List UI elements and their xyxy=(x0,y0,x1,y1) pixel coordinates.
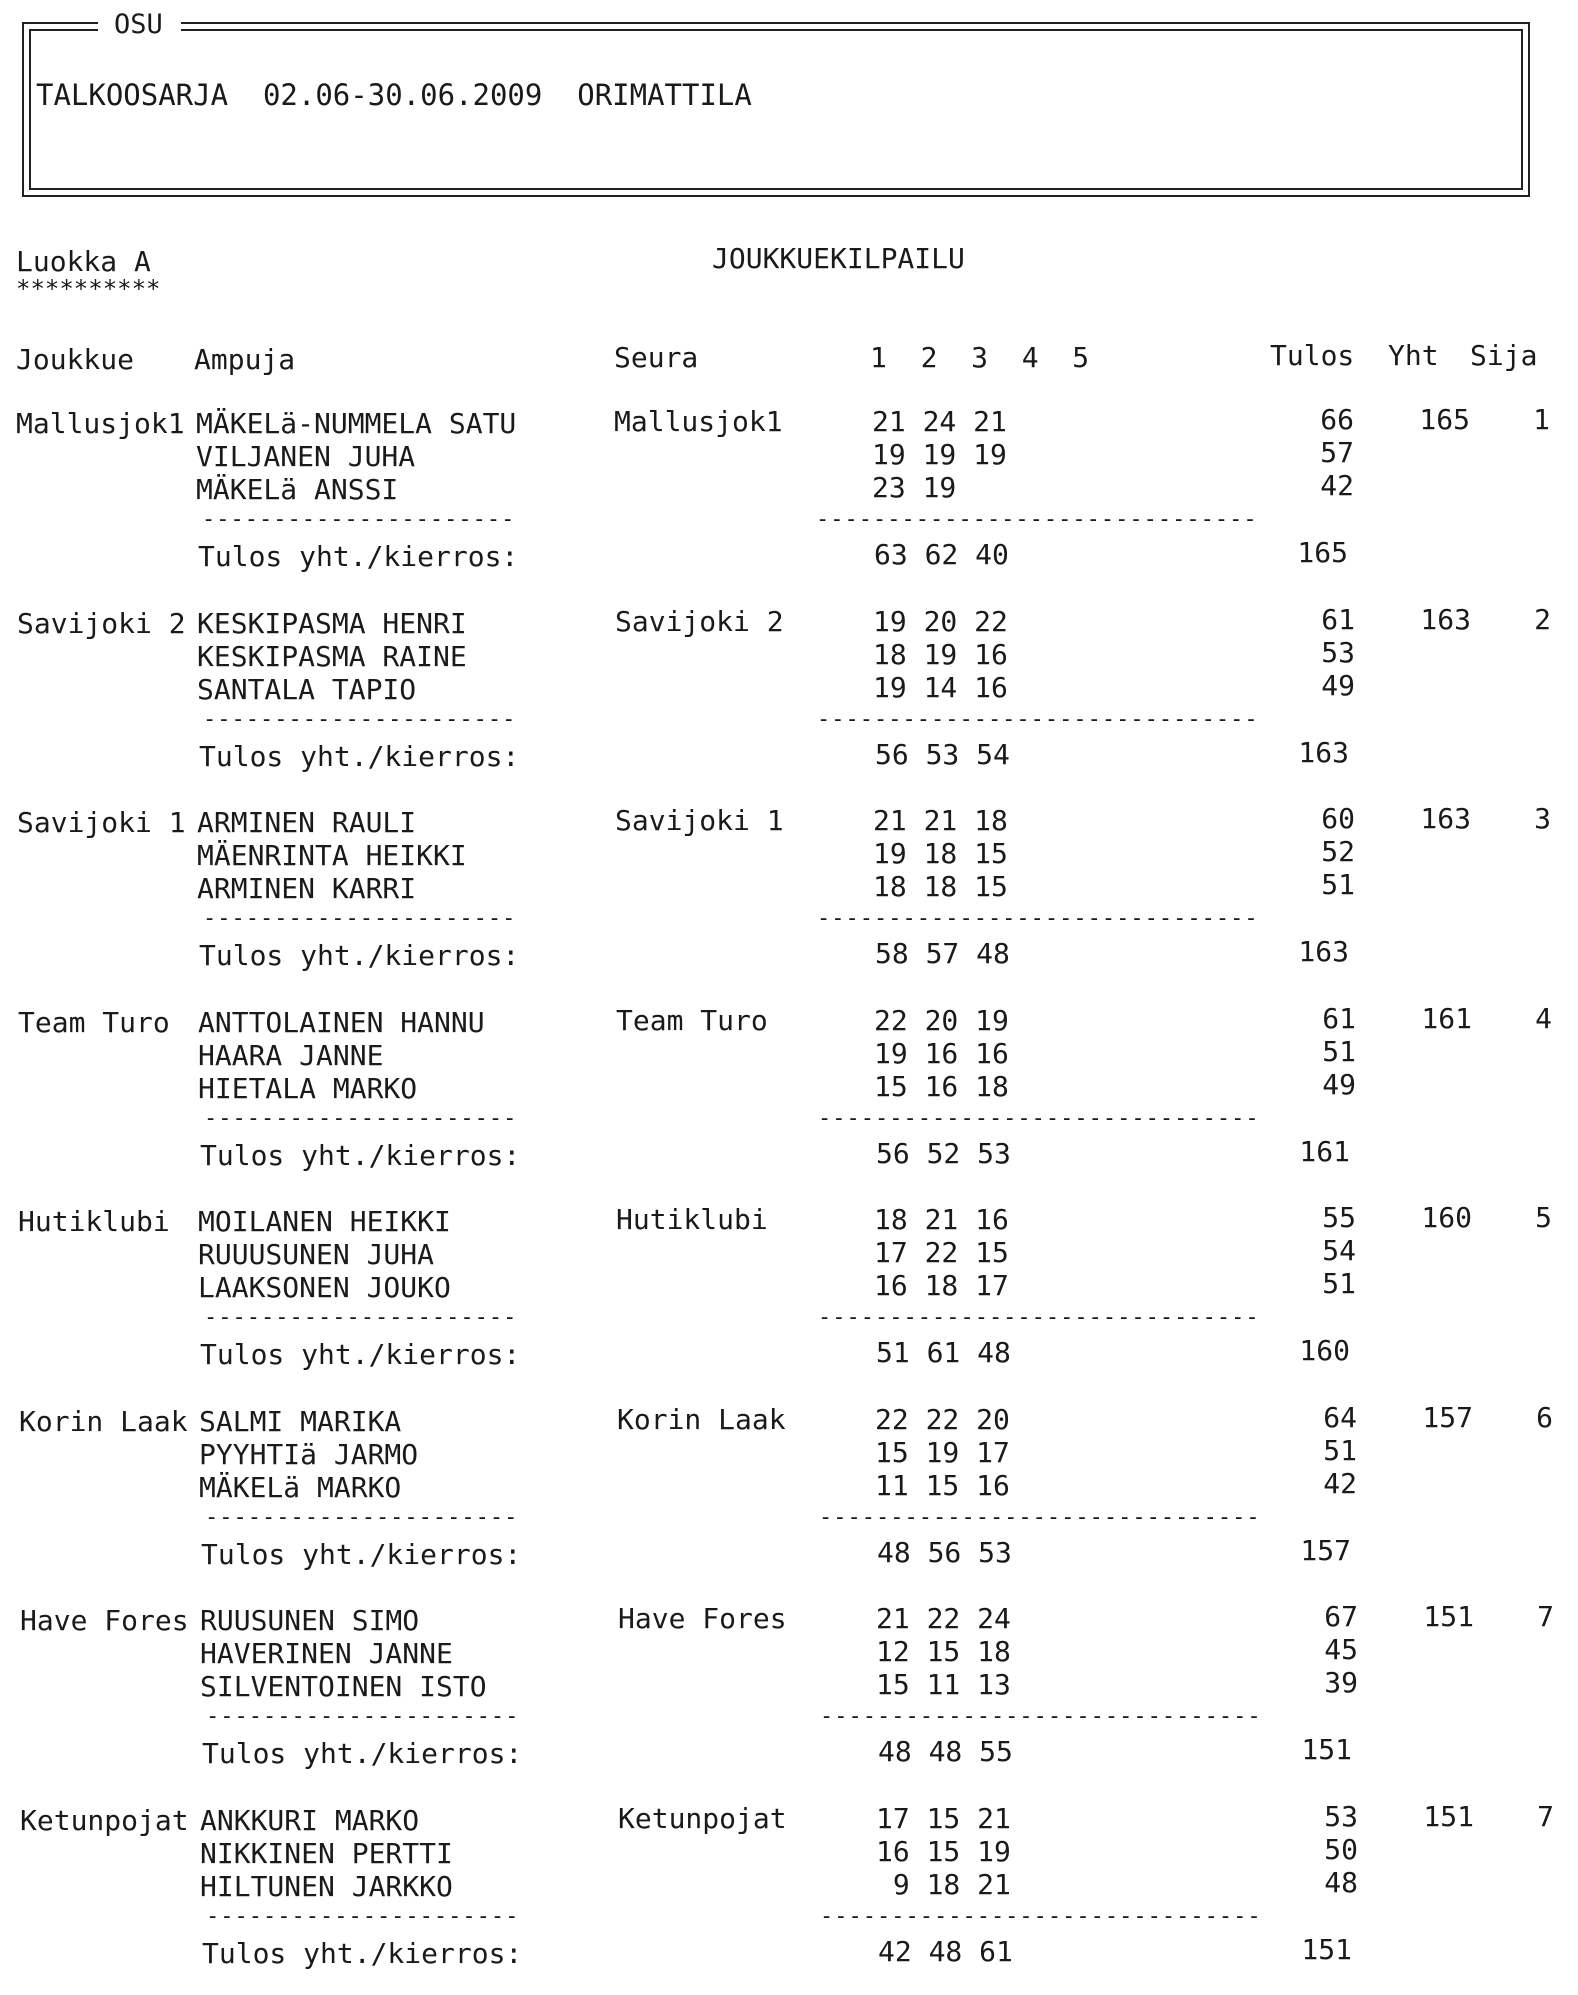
summary-label: Tulos yht./kierros: xyxy=(201,1538,522,1571)
header-label: OSU xyxy=(98,10,181,40)
shooter-scores: 19 20 22 xyxy=(873,605,1008,638)
shooter-scores: 22 22 20 xyxy=(875,1403,1010,1436)
shooter-scores: 15 19 17 xyxy=(875,1436,1010,1469)
round-totals: 56 53 54 xyxy=(875,738,1010,771)
separator-left: ---------------------- xyxy=(204,1305,518,1330)
team-rank: 7 xyxy=(1537,1800,1554,1833)
shooter-result: 42 xyxy=(1320,469,1354,502)
col-header-club: Seura xyxy=(614,341,699,374)
summary-sum: 151 xyxy=(1301,1733,1352,1766)
shooter-name: MÄKELä ANSSI xyxy=(196,473,399,506)
col-header-result: Tulos xyxy=(1270,339,1355,372)
shooter-name: SANTALA TAPIO xyxy=(197,673,417,706)
header-title: TALKOOSARJA 02.06-30.06.2009 ORIMATTILA xyxy=(36,78,752,112)
team-total: 163 xyxy=(1420,603,1471,636)
team-name: Have Fores xyxy=(20,1604,189,1637)
shooter-result: 61 xyxy=(1322,1002,1356,1035)
shooter-scores: 18 21 16 xyxy=(874,1203,1009,1236)
shooter-result: 42 xyxy=(1323,1467,1357,1500)
separator-left: ---------------------- xyxy=(204,1106,518,1131)
summary-label: Tulos yht./kierros: xyxy=(199,939,520,972)
summary-sum: 163 xyxy=(1298,935,1349,968)
shooter-scores: 15 16 18 xyxy=(874,1070,1009,1103)
shooter-name: HAARA JANNE xyxy=(198,1039,384,1072)
team-name: Team Turo xyxy=(18,1006,170,1039)
shooter-scores: 16 15 19 xyxy=(876,1835,1011,1868)
separator-right: ------------------------------- xyxy=(820,1704,1262,1729)
team-name: Savijoki 1 xyxy=(17,806,186,839)
separator-left: ---------------------- xyxy=(203,906,517,931)
shooter-name: LAAKSONEN JOUKO xyxy=(198,1271,451,1304)
separator-left: ---------------------- xyxy=(206,1904,520,1929)
shooter-name: RUUUSUNEN JUHA xyxy=(198,1238,435,1271)
shooter-name: ARMINEN KARRI xyxy=(197,872,417,905)
shooter-name: RUUSUNEN SIMO xyxy=(200,1604,420,1637)
round-totals: 48 56 53 xyxy=(877,1536,1012,1569)
summary-sum: 161 xyxy=(1299,1135,1350,1168)
shooter-result: 57 xyxy=(1320,436,1354,469)
team-club: Hutiklubi xyxy=(616,1203,768,1236)
shooter-name: ANKKURI MARKO xyxy=(200,1804,420,1837)
team-total: 161 xyxy=(1421,1002,1472,1035)
shooter-scores: 19 18 15 xyxy=(873,837,1008,870)
team-club: Have Fores xyxy=(618,1602,787,1635)
team-name: Savijoki 2 xyxy=(17,607,186,640)
round-totals: 63 62 40 xyxy=(874,538,1009,571)
team-rank: 3 xyxy=(1534,802,1551,835)
team-name: Korin Laak xyxy=(19,1405,188,1438)
shooter-scores: 23 19 xyxy=(872,471,957,504)
team-rank: 5 xyxy=(1535,1201,1552,1234)
round-totals: 56 52 53 xyxy=(876,1137,1011,1170)
shooter-result: 64 xyxy=(1323,1401,1357,1434)
shooter-name: SILVENTOINEN ISTO xyxy=(200,1670,487,1703)
shooter-scores: 21 21 18 xyxy=(873,804,1008,837)
shooter-scores: 19 16 16 xyxy=(874,1037,1009,1070)
shooter-scores: 21 22 24 xyxy=(876,1602,1011,1635)
shooter-result: 53 xyxy=(1324,1800,1358,1833)
summary-label: Tulos yht./kierros: xyxy=(198,540,519,573)
team-rank: 4 xyxy=(1535,1002,1552,1035)
shooter-result: 39 xyxy=(1324,1666,1358,1699)
summary-sum: 165 xyxy=(1297,536,1348,569)
separator-left: ---------------------- xyxy=(205,1505,519,1530)
shooter-result: 49 xyxy=(1321,669,1355,702)
shooter-name: KESKIPASMA RAINE xyxy=(197,640,467,673)
shooter-name: ANTTOLAINEN HANNU xyxy=(198,1006,485,1039)
shooter-name: HILTUNEN JARKKO xyxy=(200,1870,453,1903)
team-club: Savijoki 2 xyxy=(615,605,784,638)
shooter-name: HIETALA MARKO xyxy=(198,1072,418,1105)
shooter-result: 54 xyxy=(1322,1234,1356,1267)
summary-label: Tulos yht./kierros: xyxy=(202,1737,523,1770)
col-header-total: Yht xyxy=(1388,339,1439,372)
summary-sum: 160 xyxy=(1299,1334,1350,1367)
shooter-scores: 11 15 16 xyxy=(875,1469,1010,1502)
shooter-result: 50 xyxy=(1324,1833,1358,1866)
shooter-name: NIKKINEN PERTTI xyxy=(200,1837,453,1870)
separator-left: ---------------------- xyxy=(202,507,516,532)
team-total: 151 xyxy=(1423,1800,1474,1833)
shooter-scores: 12 15 18 xyxy=(876,1635,1011,1668)
competition-title: JOUKKUEKILPAILU xyxy=(712,242,965,275)
separator-right: ------------------------------- xyxy=(817,906,1259,931)
shooter-result: 49 xyxy=(1322,1068,1356,1101)
col-header-shooter: Ampuja xyxy=(194,343,296,376)
team-total: 151 xyxy=(1423,1600,1474,1633)
shooter-scores: 17 15 21 xyxy=(876,1802,1011,1835)
shooter-name: HAVERINEN JANNE xyxy=(200,1637,453,1670)
summary-label: Tulos yht./kierros: xyxy=(199,740,520,773)
team-club: Savijoki 1 xyxy=(615,804,784,837)
team-name: Mallusjok1 xyxy=(16,407,185,440)
shooter-scores: 22 20 19 xyxy=(874,1004,1009,1037)
shooter-name: MÄKELä-NUMMELA SATU xyxy=(196,407,517,440)
shooter-result: 51 xyxy=(1322,1035,1356,1068)
team-rank: 2 xyxy=(1534,603,1551,636)
separator-right: ------------------------------- xyxy=(817,707,1259,732)
shooter-name: PYYHTIä JARMO xyxy=(199,1438,419,1471)
shooter-name: SALMI MARIKA xyxy=(199,1405,402,1438)
col-header-team: Joukkue xyxy=(16,343,135,376)
round-totals: 48 48 55 xyxy=(878,1735,1013,1768)
team-club: Korin Laak xyxy=(617,1403,786,1436)
shooter-result: 55 xyxy=(1322,1201,1356,1234)
team-club: Team Turo xyxy=(616,1004,768,1037)
shooter-scores: 9 18 21 xyxy=(876,1868,1011,1901)
separator-right: ------------------------------- xyxy=(818,1106,1260,1131)
team-name: Hutiklubi xyxy=(18,1205,170,1238)
shooter-name: MOILANEN HEIKKI xyxy=(198,1205,451,1238)
shooter-result: 52 xyxy=(1321,835,1355,868)
shooter-result: 67 xyxy=(1324,1600,1358,1633)
team-name: Ketunpojat xyxy=(20,1804,189,1837)
shooter-result: 66 xyxy=(1320,403,1354,436)
shooter-scores: 21 24 21 xyxy=(872,405,1007,438)
shooter-result: 51 xyxy=(1322,1267,1356,1300)
shooter-scores: 19 19 19 xyxy=(872,438,1007,471)
summary-label: Tulos yht./kierros: xyxy=(200,1338,521,1371)
team-rank: 1 xyxy=(1533,403,1550,436)
shooter-name: KESKIPASMA HENRI xyxy=(197,607,467,640)
team-total: 157 xyxy=(1422,1401,1473,1434)
shooter-scores: 18 18 15 xyxy=(873,870,1008,903)
team-total: 165 xyxy=(1419,403,1470,436)
team-rank: 7 xyxy=(1537,1600,1554,1633)
team-rank: 6 xyxy=(1536,1401,1553,1434)
summary-label: Tulos yht./kierros: xyxy=(200,1139,521,1172)
shooter-result: 61 xyxy=(1321,603,1355,636)
shooter-scores: 17 22 15 xyxy=(874,1236,1009,1269)
separator-right: ------------------------------- xyxy=(816,507,1258,532)
separator-right: ------------------------------- xyxy=(819,1505,1261,1530)
shooter-scores: 18 19 16 xyxy=(873,638,1008,671)
summary-label: Tulos yht./kierros: xyxy=(202,1937,523,1970)
col-header-rank: Sija xyxy=(1470,339,1538,372)
class-label: Luokka A xyxy=(16,245,151,278)
shooter-name: VILJANEN JUHA xyxy=(196,440,416,473)
shooter-result: 48 xyxy=(1324,1866,1358,1899)
shooter-scores: 15 11 13 xyxy=(876,1668,1011,1701)
shooter-name: MÄENRINTA HEIKKI xyxy=(197,839,467,872)
col-header-rounds: 1 2 3 4 5 xyxy=(870,341,1090,374)
round-totals: 51 61 48 xyxy=(876,1336,1011,1369)
summary-sum: 151 xyxy=(1301,1933,1352,1966)
shooter-result: 53 xyxy=(1321,636,1355,669)
team-club: Mallusjok1 xyxy=(614,405,783,438)
summary-sum: 157 xyxy=(1300,1534,1351,1567)
round-totals: 58 57 48 xyxy=(875,937,1010,970)
shooter-name: MÄKELä MARKO xyxy=(199,1471,402,1504)
separator-left: ---------------------- xyxy=(206,1704,520,1729)
shooter-scores: 16 18 17 xyxy=(874,1269,1009,1302)
team-total: 163 xyxy=(1420,802,1471,835)
team-club: Ketunpojat xyxy=(618,1802,787,1835)
team-total: 160 xyxy=(1421,1201,1472,1234)
class-underline: ********** xyxy=(16,275,161,303)
summary-sum: 163 xyxy=(1298,736,1349,769)
shooter-result: 51 xyxy=(1323,1434,1357,1467)
shooter-scores: 19 14 16 xyxy=(873,671,1008,704)
shooter-result: 51 xyxy=(1321,868,1355,901)
separator-right: ------------------------------- xyxy=(818,1305,1260,1330)
shooter-result: 60 xyxy=(1321,802,1355,835)
separator-left: ---------------------- xyxy=(203,707,517,732)
shooter-result: 45 xyxy=(1324,1633,1358,1666)
shooter-name: ARMINEN RAULI xyxy=(197,806,417,839)
separator-right: ------------------------------- xyxy=(820,1904,1262,1929)
round-totals: 42 48 61 xyxy=(878,1935,1013,1968)
